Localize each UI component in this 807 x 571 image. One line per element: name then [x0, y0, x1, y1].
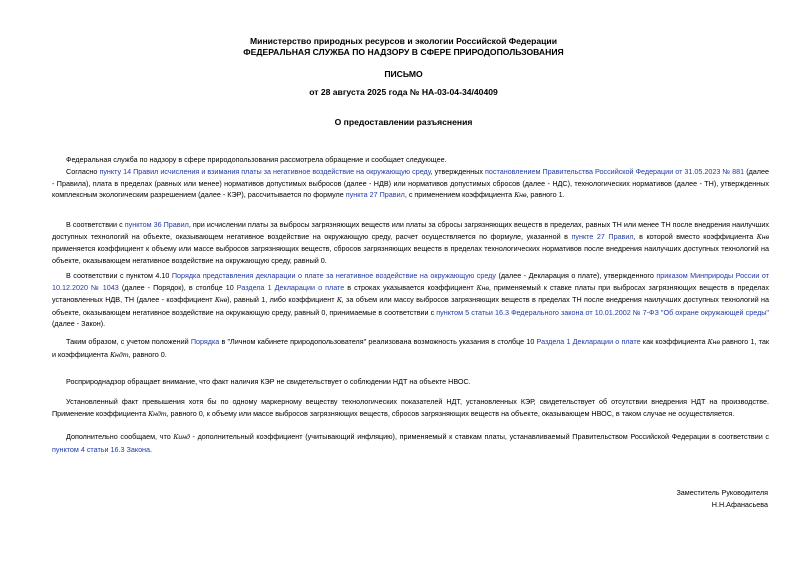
coefficient-symbol: Кнв [514, 191, 527, 200]
ministry-title: Министерство природных ресурсов и экологии Российской Федерации [250, 36, 557, 46]
paragraph-rules-14: Согласно пункту 14 Правил исчисления и взимания платы за негативное воздействие на окружающую среду, утвержденных постановлением Правительства Российской Федерации от 31.05.2023 № 881 (далее - Правила), плата в пределах (равных или менее) нормативов допустимых выбросов (далее - НДВ) или нормативов допустимых сбросов (далее - НДС), технологических нормативов (далее - ТН), утвержденных комплексным экологическим разрешением (далее - КЭР), рассчитывается по формуле пункта 27 Правил, с применением коэффициента Кнв, равного 1. [52, 167, 769, 200]
paragraph-inflation: Дополнительно сообщаем, что Кинд - дополнительный коэффициент (учитывающий инфляцию), применяемый к ставкам платы, устанавливаемый Правительством Российской Федерации в соответствии с пунктом 4 статьи 16.3 Закона. [52, 432, 770, 454]
paragraph-personal-cabinet: Таким образом, с учетом положений Порядка в "Личном кабинете природопользователя" реализована возможность указания в столбце 10 Раздела 1 Декларации о плате как коэффициента Кнв равного 1, так и коэффициента Кндт, равного 0. [52, 337, 769, 359]
link-declaration-section-1-b[interactable]: Раздела 1 Декларации о плате [536, 337, 641, 346]
coefficient-symbol: Кндт [148, 409, 167, 418]
coefficient-symbol: К [336, 296, 342, 305]
document-type: ПИСЬМО [384, 69, 423, 79]
signatory-name: Н.Н.Афанасьева [711, 500, 768, 509]
link-government-decree[interactable]: постановлением Правительства Российской Федерации от 31.05.2023 № 881 [485, 167, 745, 176]
coefficient-symbol: Кнв [476, 283, 489, 292]
document-date-number: от 28 августа 2025 года № НА-03-04-34/40409 [309, 87, 498, 97]
signatory-position: Заместитель Руководителя [676, 488, 768, 497]
coefficient-symbol: Кинд [173, 433, 190, 441]
paragraph-intro: Федеральная служба по надзору в сфере природопользования рассмотрела обращение и сообщает следующее. [66, 155, 447, 164]
link-ministry-order[interactable]: приказом Минприроды России от 10.12.2020 № 1043 [52, 271, 770, 292]
coefficient-symbol: Кнв [707, 338, 720, 346]
service-title: ФЕДЕРАЛЬНАЯ СЛУЖБА ПО НАДЗОРУ В СФЕРЕ ПРИРОДОПОЛЬЗОВАНИЯ [243, 47, 564, 57]
coefficient-symbol: Кнв [756, 232, 769, 241]
coefficient-symbol: Кнв [214, 296, 228, 305]
link-rules-point-36[interactable]: пунктом 36 Правил [124, 220, 189, 229]
paragraph-rules-36: В соответствии с пунктом 36 Правил, при исчислении платы за выбросы загрязняющих веществ или платы за сбросы загрязняющих веществ в пределах, равных ТН или менее ТН после внедрения наилучших доступных технологий на объекте, оказывающем негативное воздействие на окружающую среду, расчет осуществляется по формуле, указанной в пункте 27 Правил, в которой вместо коэффициента Кнв применяется коэффициент к объему или массе выбросов загрязняющих веществ, сбросов загрязняющих веществ в пределах технологических нормативов после внедрения наилучших доступных технологий на объекте, оказывающем негативное воздействие на окружающую среду, равный 0. [52, 220, 770, 265]
coefficient-symbol: Кндт [110, 350, 129, 359]
link-federal-law-article[interactable]: пунктом 5 статьи 16.3 Федерального закона от 10.01.2002 № 7-ФЗ "Об охране окружающей среды" [436, 307, 769, 317]
link-law-article-4[interactable]: пунктом 4 статьи 16.3 Закона [52, 444, 151, 454]
paragraph-procedure: В соответствии с пунктом 4.10 Порядка представления декларации о плате за негативное воздействие на окружающую среду (далее - Декларация о плате), утвержденного приказом Минприроды России от 10.12.2020 № 1043 (далее - Порядок), в столбце 10 Раздела 1 Декларации о плате в строках указывается коэффициент Кнв, применяемый к ставке платы при выбросах загрязняющих веществ в пределах установленных НДВ, ТН (далее - коэффициент Кнв), равный 1, либо коэффициент К, за объем или массу выбросов загрязняющих веществ в пределах ТН после внедрения наилучших доступных технологий на объекте, оказывающем негативное воздействие на окружающую среду, равный 0, принимаемые в соответствии с пунктом 5 статьи 16.3 Федерального закона от 10.01.2002 № 7-ФЗ "Об охране окружающей среды" (далее - Закон). [52, 271, 770, 329]
document-subject: О предоставлении разъяснения [334, 117, 473, 127]
link-procedure[interactable]: Порядка [190, 337, 220, 346]
link-declaration-section-1[interactable]: Раздела 1 Декларации о плате [236, 282, 345, 292]
link-rules-point-14[interactable]: пункту 14 Правил исчисления и взимания платы за негативное воздействие на окружающую среду [99, 167, 431, 176]
link-declaration-procedure[interactable]: Порядка представления декларации о плате за негативное воздействие на окружающую среду [171, 271, 496, 280]
paragraph-ndt-violation: Установленный факт превышения хотя бы по одному маркерному веществу технологических показателей НДТ, установленных КЭР, свидетельствует об отсутствии внедрения НДТ на производстве. Применение коэффициента Кндт, равного 0, к объему или массе выбросов загрязняющих веществ, сбросов загрязняющих веществ на объекте, оказывающем НВОС, в таком случае не осуществляется. [52, 397, 769, 418]
paragraph-notice: Росприроднадзор обращает внимание, что факт наличия КЭР не свидетельствует о соблюдении НДТ на объекте НВОС. [66, 377, 471, 386]
link-rules-point-27-b[interactable]: пункте 27 Правил [571, 231, 634, 241]
link-rules-point-27[interactable]: пункта 27 Правил [345, 190, 405, 200]
